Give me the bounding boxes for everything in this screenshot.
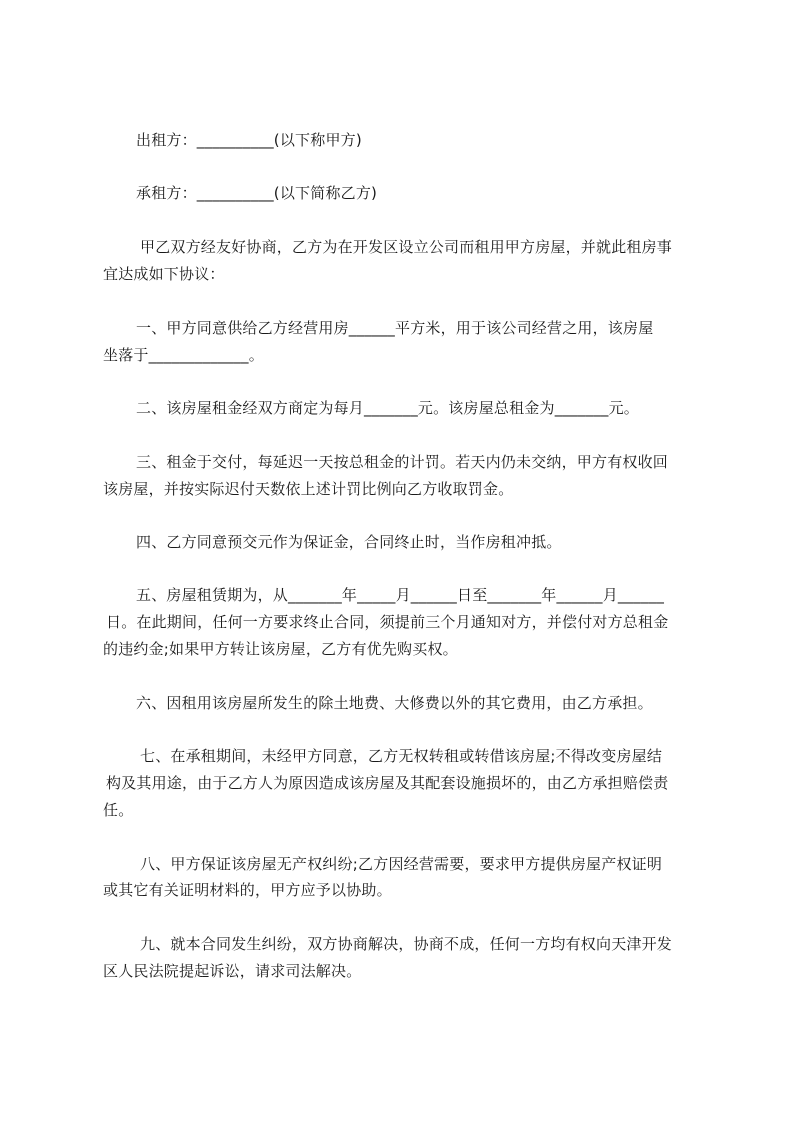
- clause-8-line-2: 或其它有关证明材料的，甲方应予以协助。: [103, 881, 392, 899]
- clause-5-line-1: 五、房屋租赁期为，从_______年_____月______日至_______年______月______: [136, 586, 665, 604]
- clause-9-line-2: 区人民法院提起诉讼，请求司法解决。: [103, 962, 362, 980]
- clause-5-line-3: 的违约金;如果甲方转让该房屋，乙方有优先购买权。: [103, 640, 458, 658]
- lessor-line: 出租方：__________(以下称甲方): [136, 131, 362, 149]
- clause-6-line-1: 六、因租用该房屋所发生的除土地费、大修费以外的其它费用，由乙方承担。: [136, 694, 653, 712]
- preamble-line-2: 宜达成如下协议：: [103, 265, 225, 283]
- clause-8-line-1: 八、甲方保证该房屋无产权纠纷;乙方因经营需要，要求甲方提供房屋产权证明: [140, 855, 663, 873]
- clause-3-line-2: 该房屋，并按实际迟付天数依上述计罚比例向乙方收取罚金。: [103, 480, 514, 498]
- clause-3-line-1: 三、租金于交付，每延迟一天按总租金的计罚。若天内仍未交纳，甲方有权收回: [136, 453, 669, 471]
- clause-5-line-2: 日。在此期间，任何一方要求终止合同，须提前三个月通知对方，并偿付对方总租金: [106, 613, 669, 631]
- clause-1-line-1: 一、甲方同意供给乙方经营用房______平方米，用于该公司经营之用，该房屋: [136, 319, 654, 337]
- clause-2-line-1: 二、该房屋租金经双方商定为每月_______元。该房屋总租金为_______元。: [136, 399, 640, 417]
- clause-7-line-3: 任。: [103, 801, 134, 819]
- clause-9-line-1: 九、就本合同发生纠纷，双方协商解决，协商不成，任何一方均有权向天津开发: [140, 935, 673, 953]
- lessee-line: 承租方：__________(以下简称乙方): [136, 184, 378, 202]
- clause-7-line-2: 构及其用途，由于乙方人为原因造成该房屋及其配套设施损坏的，由乙方承担赔偿责: [106, 774, 669, 792]
- clause-4-line-1: 四、乙方同意预交元作为保证金，合同终止时，当作房租冲抵。: [136, 533, 562, 551]
- clause-7-line-1: 七、在承租期间，未经甲方同意，乙方无权转租或转借该房屋;不得改变房屋结: [140, 747, 663, 765]
- preamble-line-1: 甲乙双方经友好协商，乙方为在开发区设立公司而租用甲方房屋，并就此租房事: [140, 238, 673, 256]
- clause-1-line-2: 坐落于_____________。: [103, 346, 264, 364]
